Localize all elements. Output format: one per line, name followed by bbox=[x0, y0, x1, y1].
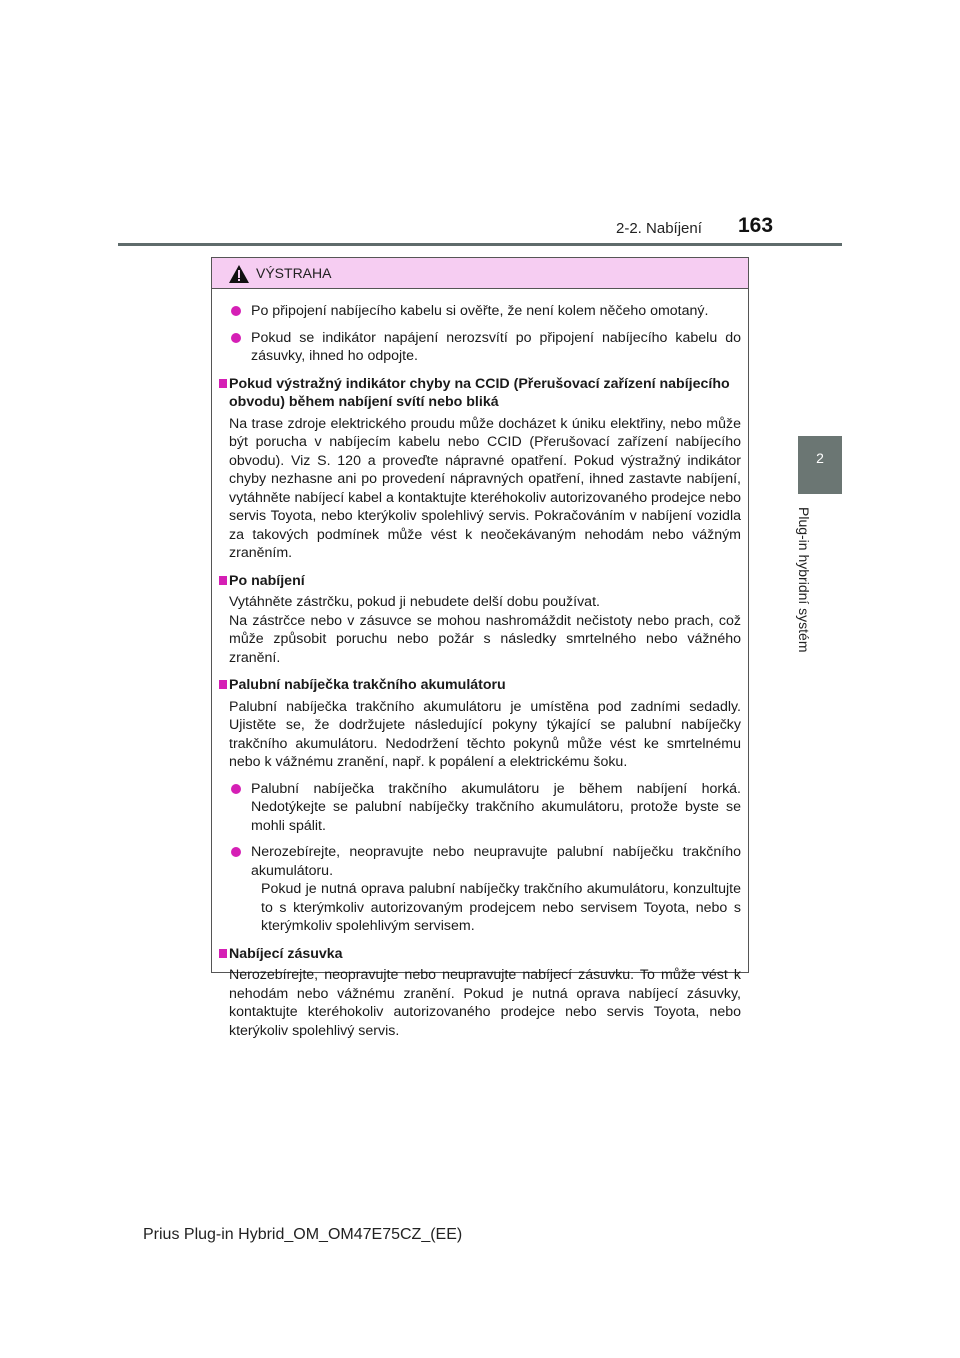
header-divider bbox=[118, 243, 842, 246]
section-text-after-charging: Vytáhněte zástrčku, pokud ji nebudete delší dobu používat. bbox=[229, 594, 600, 610]
warning-box bbox=[211, 257, 749, 1039]
charger-bullet: Nerozebírejte, neopravujte nebo neupravujte palubní nabíječku trakčního akumulátoru. bbox=[229, 843, 741, 880]
section-title-onboard-charger: Palubní nabíječka trakčního akumulátoru bbox=[219, 676, 741, 695]
page-number: 163 bbox=[738, 214, 774, 237]
chapter-tab-number: 2 bbox=[816, 450, 824, 466]
chapter-tab[interactable] bbox=[798, 436, 842, 494]
chapter-tab-title: Plug-in hybridní systém bbox=[796, 507, 812, 653]
warning-title: VÝSTRAHA bbox=[256, 265, 332, 281]
header-section-title: 2-2. Nabíjení bbox=[616, 220, 702, 237]
charger-bullet: Palubní nabíječka trakčního akumulátoru je během nabíjení horká. Nedotýkejte se palubní nabíječky trakčního akumulátoru, protože byste se mohli spálit. bbox=[229, 780, 741, 836]
section-text-after-charging-2: Na zástrčce nebo v zásuvce se mohou nashromáždit nečistoty nebo prach, což může způsobit poruchu nebo požár s následky smrtelného nebo vážného zranění. bbox=[229, 612, 741, 666]
warning-bullet: Po připojení nabíjecího kabelu si ověřte, že není kolem něčeho omotaný. bbox=[229, 302, 741, 321]
section-title-charging-inlet: Nabíjecí zásuvka bbox=[219, 945, 741, 964]
document-footer: Prius Plug-in Hybrid_OM_OM47E75CZ_(EE) bbox=[143, 1226, 463, 1243]
section-title-after-charging: Po nabíjení bbox=[219, 572, 741, 591]
section-text-onboard-charger: Palubní nabíječka trakčního akumulátoru je umístěna pod zadními sedadly. Ujistěte se, že dodržujete následující pokyny týkající se palubní nabíječky trakčního akumulátoru. Nedodržení těchto pokynů může vést ke smrtelnému nebo k vážnému zranění, např. k popálení a elektrickému šoku. bbox=[229, 698, 741, 770]
section-title-ccid: Pokud výstražný indikátor chyby na CCID (Přerušovací zařízení nabíjecího obvodu) během nabíjení svítí nebo bliká bbox=[219, 375, 741, 412]
warning-bullet: Pokud se indikátor napájení nerozsvítí po připojení nabíjecího kabelu do zásuvky, ihned ho odpojte. bbox=[229, 329, 741, 366]
charger-bullet-extra: Pokud je nutná oprava palubní nabíječky trakčního akumulátoru, konzultujte to s kterýmkoliv autorizovaným prodejcem nebo servisem Toyota, nebo s kterýmkoliv spolehlivým servisem. bbox=[261, 881, 741, 934]
warning-body bbox=[212, 289, 748, 1040]
section-text-charging-inlet: Nerozebírejte, neopravujte nebo neupravujte nabíjecí zásuvku. To může vést k nehodám nebo vážnému zranění. Pokud je nutná oprava nabíjecí zásuvky, kontaktujte kteréhokoliv autorizovaného prodejce nebo servis Toyota, nebo kterýkoliv spolehlivý servis. bbox=[229, 967, 741, 1039]
warning-header bbox=[212, 258, 748, 289]
section-text-ccid: Na trase zdroje elektrického proudu může docházet k úniku elektřiny, nebo může být porucha v nabíjecím kabelu nebo CCID (Přerušovací zařízení nabíjecího obvodu). Viz S. 120 a proveďte nápravné opatření. Pokud výstražný indikátor chyby nezhasne ani po provedení nápravných opatření, ihned zastavte nabíjení, vytáhněte nabíjecí kabel a kontaktujte kteréhokoliv autorizovaného prodejce nebo servis Toyota, nebo kterýkoliv spolehlivý servis. Pokračováním v nabíjení vozidla za takových podmínek může vést k neočekávaným nehodám nebo vážným zraněním. bbox=[229, 415, 741, 561]
warning-triangle-icon bbox=[228, 264, 250, 284]
